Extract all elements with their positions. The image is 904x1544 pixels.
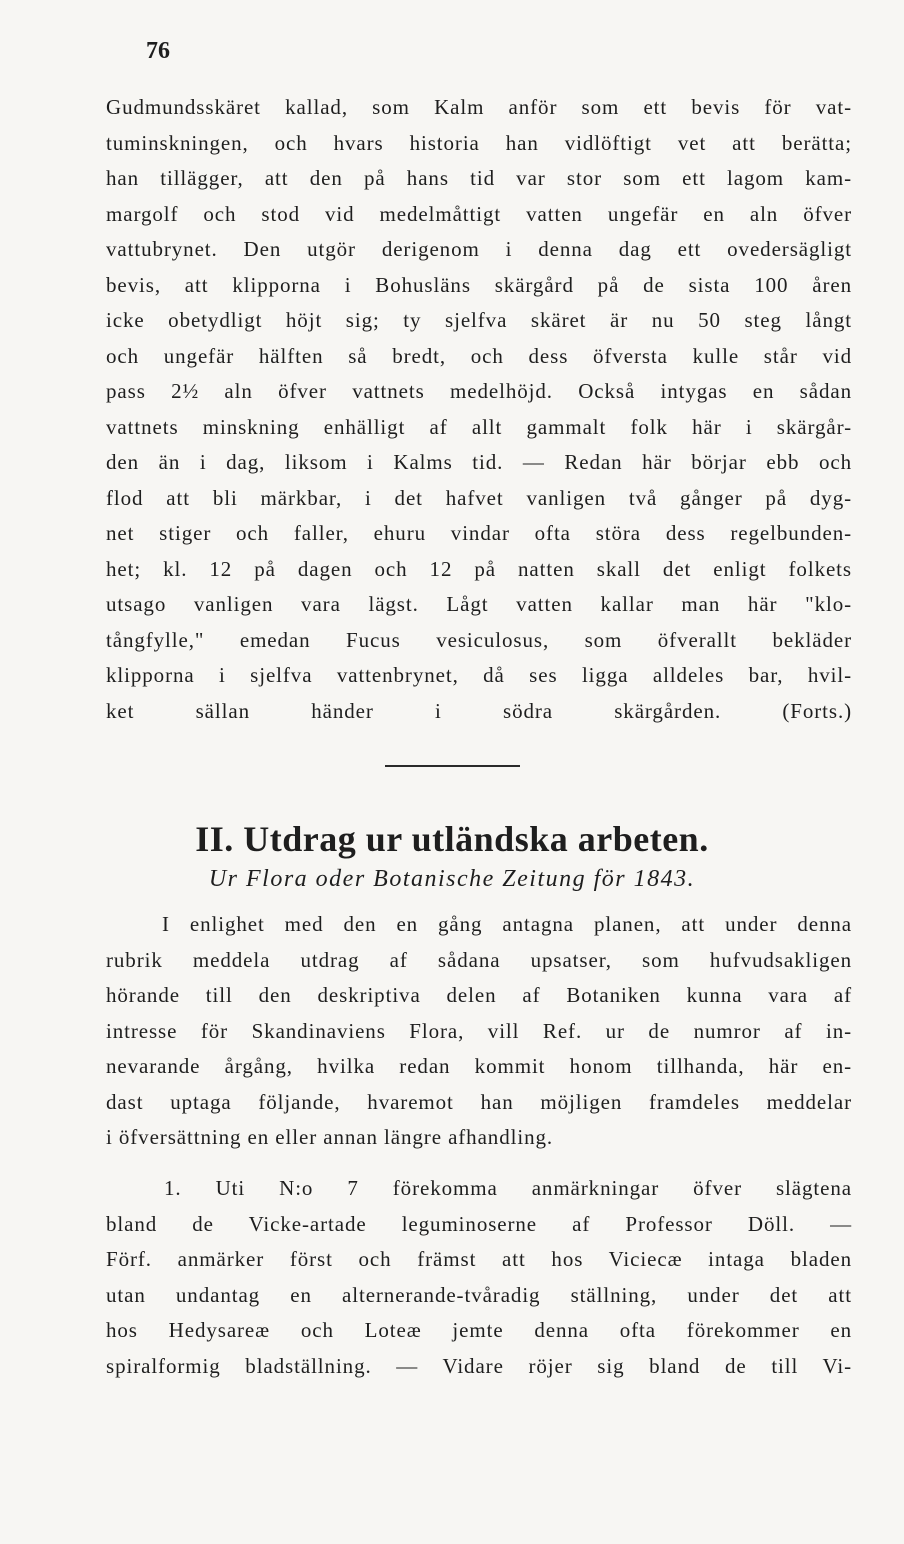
text-line: utsago vanligen vara lägst. Lågt vatten kallar man här "klo- bbox=[106, 592, 852, 616]
text-line: intresse för Skandinaviens Flora, vill Ref. ur de numror af in- bbox=[106, 1018, 852, 1043]
paragraph-1 bbox=[106, 90, 852, 729]
text-line: tångfylle," emedan Fucus vesiculosus, som öfverallt bekläder bbox=[106, 627, 852, 652]
text-line: I enlighet med den en gång antagna planen, att under denna bbox=[162, 912, 852, 936]
text-line: margolf och stod vid medelmåttigt vatten ungefär en aln öfver bbox=[106, 201, 852, 226]
text-line: bland de Vicke-artade leguminoserne af Professor Döll. — bbox=[106, 1211, 852, 1236]
text-line: net stiger och faller, ehuru vindar ofta störa dess regelbunden- bbox=[106, 521, 852, 545]
text-line: spiralformig bladställning. — Vidare röjer sig bland de till Vi- bbox=[106, 1353, 852, 1378]
paragraph-3 bbox=[106, 1171, 852, 1384]
paragraph-2 bbox=[106, 907, 852, 1156]
closing-line bbox=[106, 694, 852, 730]
text-line: pass 2½ aln öfver vattnets medelhöjd. Också intygas en sådan bbox=[106, 379, 852, 403]
text-line: vattnets minskning enhälligt af allt gammalt folk här i skärgår- bbox=[106, 414, 852, 439]
text-line: tuminskningen, och hvars historia han vidlöftigt vet att berätta; bbox=[106, 130, 852, 155]
page-number: 76 bbox=[146, 38, 170, 64]
text-line: vattubrynet. Den utgör derigenom i denna dag ett ovedersägligt bbox=[106, 237, 852, 261]
text-line: i öfversättning en eller annan längre afhandling. bbox=[106, 1125, 554, 1149]
text-line: nevarande årgång, hvilka redan kommit honom tillhanda, här en- bbox=[106, 1054, 852, 1078]
text-line: han tillägger, att den på hans tid var stor som ett lagom kam- bbox=[106, 166, 852, 190]
text-line: ket sällan händer i södra skärgården. bbox=[106, 698, 722, 723]
section-divider bbox=[385, 765, 520, 767]
continued-note: (Forts.) bbox=[782, 698, 852, 723]
text-line: hos Hedysareæ och Loteæ jemte denna ofta förekommer en bbox=[106, 1318, 852, 1342]
section-heading: II. Utdrag ur utländska arbeten. bbox=[195, 819, 709, 859]
text-line: Gudmundsskäret kallad, som Kalm anför som ett bevis för vat- bbox=[106, 95, 852, 119]
text-line: flod att bli märkbar, i det hafvet vanligen två gånger på dyg- bbox=[106, 485, 852, 510]
text-line: bevis, att klipporna i Bohusläns skärgård på de sista 100 åren bbox=[106, 272, 852, 297]
text-line: den än i dag, liksom i Kalms tid. — Redan här börjar ebb och bbox=[106, 450, 852, 474]
text-line: dast uptaga följande, hvaremot han möjligen framdeles meddelar bbox=[106, 1089, 852, 1114]
text-line: icke obetydligt höjt sig; ty sjelfva skäret är nu 50 steg långt bbox=[106, 308, 852, 332]
text-line: het; kl. 12 på dagen och 12 på natten skall det enligt folkets bbox=[106, 556, 852, 581]
text-line: rubrik meddela utdrag af sådana upsatser, som hufvudsakligen bbox=[106, 947, 852, 972]
section-subheading: Ur Flora oder Botanische Zeitung för 1843. bbox=[208, 866, 696, 892]
text-line: klipporna i sjelfva vattenbrynet, då ses ligga alldeles bar, hvil- bbox=[106, 663, 852, 687]
text-line: och ungefär hälften så bredt, och dess öfversta kulle står vid bbox=[106, 343, 852, 368]
text-line: hörande till den deskriptiva delen af Botaniken kunna vara af bbox=[106, 983, 852, 1007]
text-line: Förf. anmärker först och främst att hos Viciecæ intaga bladen bbox=[106, 1247, 852, 1271]
text-line: 1. Uti N:o 7 förekomma anmärkningar öfver slägtena bbox=[164, 1176, 852, 1200]
text-line: utan undantag en alternerande-tvåradig ställning, under det att bbox=[106, 1282, 852, 1307]
